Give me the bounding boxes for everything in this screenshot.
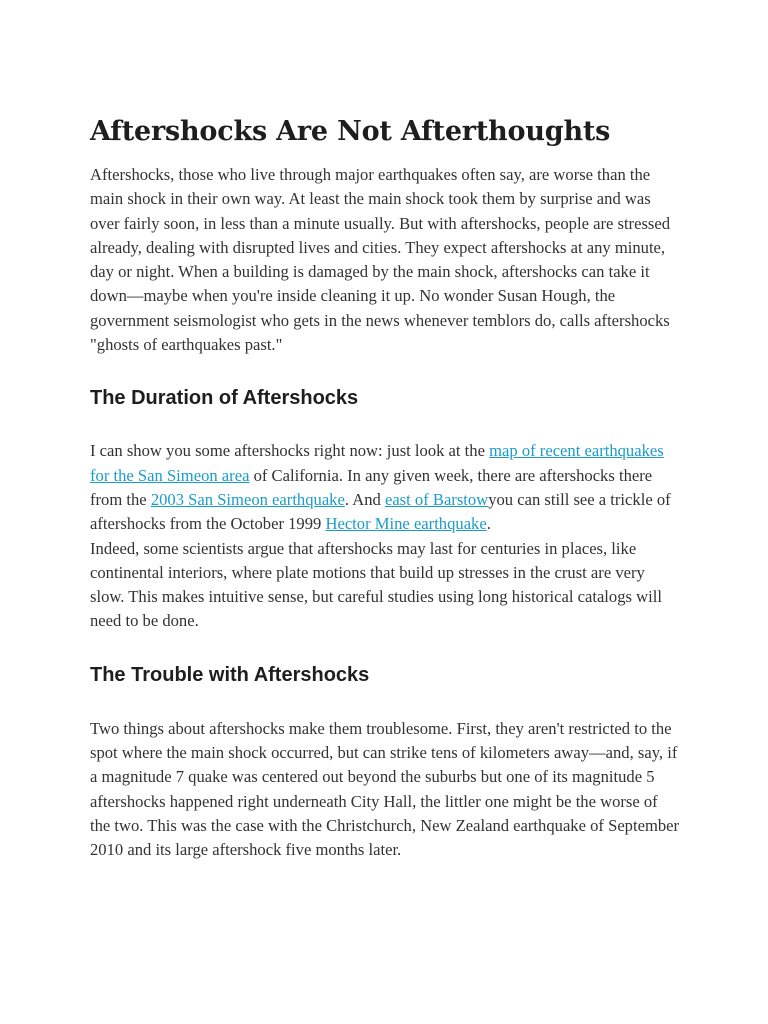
trouble-paragraph-1: Two things about aftershocks make them troublesome. First, they aren't restricted to the spot where the main shock occurred, but can strike tens of kilometers away—and, say, if a magnitude 7 quake was centered out beyond the suburbs but one of its magnitude 5 aftershocks happened right underneath City Hall, the littler one might be the worse of the two. This was the case with the Christchurch, New Zealand earthquake of September 2010 and its large aftershock five months later. [90,718,680,860]
article [90,112,680,863]
duration-paragraph-2: Indeed, some scientists argue that aftershocks may last for centuries in places, like continental interiors, where plate motions that build up stresses in the crust are very slow. This makes intuitive sense, but careful studies using long historical catalogs will need to be done. [90,538,662,631]
article-title: Aftershocks Are Not Afterthoughts [90,116,611,147]
hector-mine-earthquake-link[interactable]: Hector Mine earthquake [325,514,487,534]
intro-paragraph: Aftershocks, those who live through major earthquakes often say, are worse than the main shock in their own way. At least the main shock took them by surprise and was over fairly soon, in less than a minute usually. But with aftershocks, people are stressed already, dealing with disrupted lives and cities. They expect aftershocks at any minute, day or night. When a building is damaged by the main shock, aftershocks can take it down—maybe when you're inside cleaning it up. No wonder Susan Hough, the government seismologist who gets in the news whenever temblors do, calls aftershocks "ghosts of earthquakes past." [90,165,671,355]
text-span: . [486,514,491,534]
text-span: . And [344,489,385,509]
section-heading-trouble: The Trouble with Aftershocks [90,663,370,686]
text-span: you can still see a trickle of aftershocks from the October 1999 [90,489,671,534]
text-span: I can show you some aftershocks right now: just look at the [90,441,490,461]
text-span: of California. In any given week, there are aftershocks there from the [90,465,653,509]
east-of-barstow-link[interactable]: east of Barstow [384,489,489,509]
duration-paragraph-1 [90,439,680,536]
san-simeon-earthquake-link[interactable]: 2003 San Simeon earthquake [150,489,345,509]
section-heading-duration: The Duration of Aftershocks [90,387,359,410]
san-simeon-map-link[interactable]: map of recent earthquakes for the San Simeon area [90,441,664,485]
